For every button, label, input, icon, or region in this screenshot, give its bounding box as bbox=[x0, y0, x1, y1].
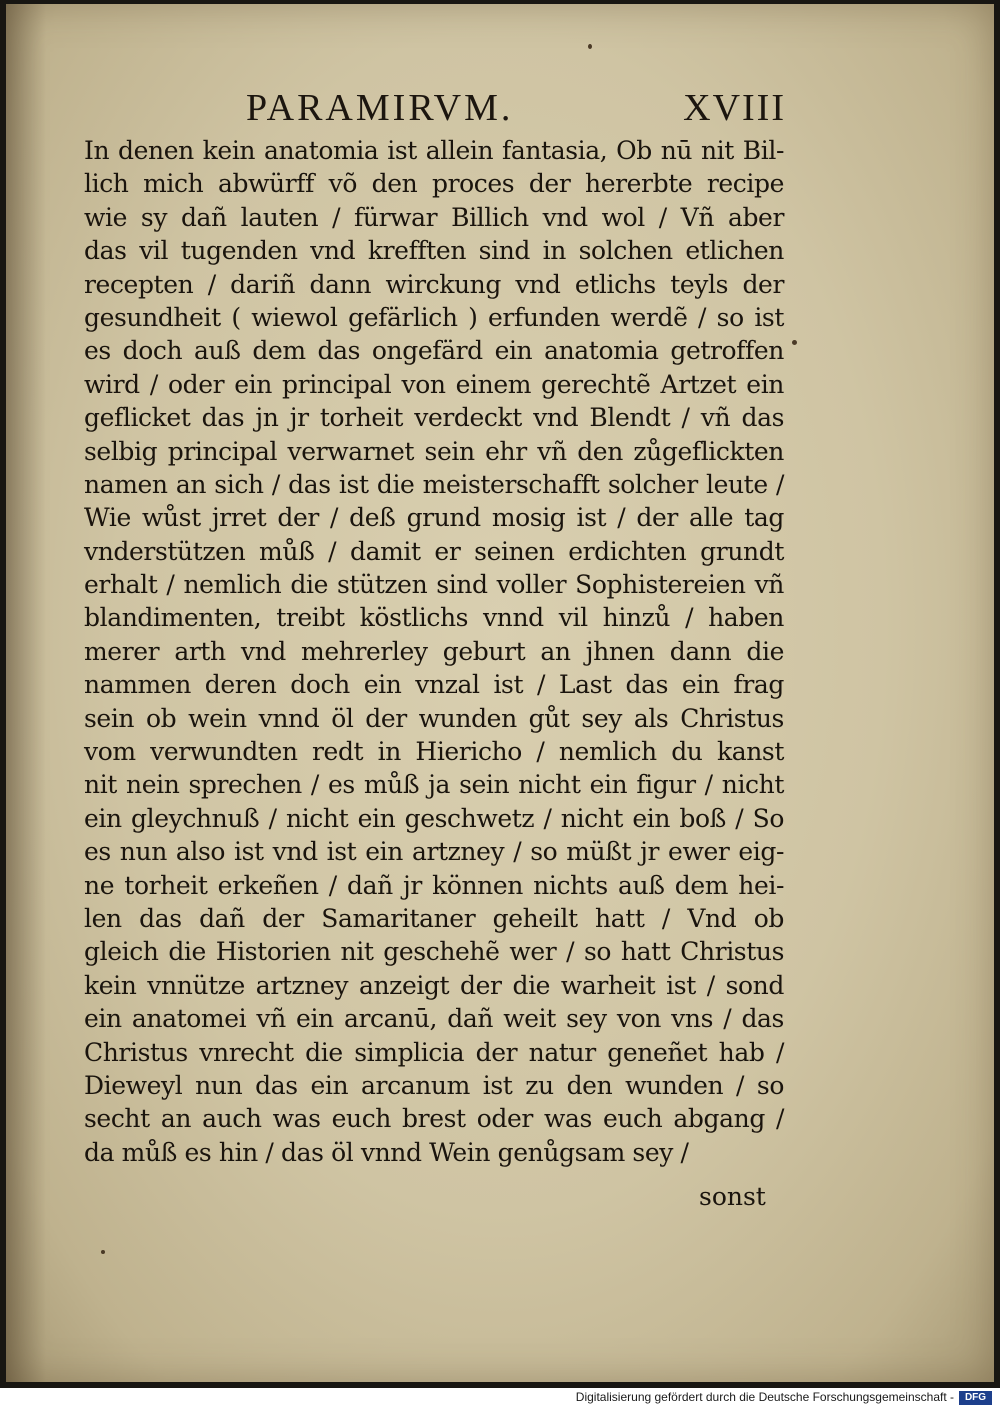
text-line: ne torheit erkeñen / dañ jr können nichts auß dem hei- bbox=[84, 870, 784, 900]
text-line: wie sy dañ lauten / fürwar Billich vnd wol / Vñ aber bbox=[84, 202, 784, 232]
folio-number: XVIII bbox=[683, 87, 786, 129]
text-line: namen an sich / das ist die meisterschafft solcher leute / bbox=[84, 469, 784, 499]
text-line: In denen kein anatomia ist allein fantasia, Ob nū nit Bil- bbox=[84, 136, 784, 165]
text-line: blandimenten, treibt köstlichs vnnd vil hinzů / haben bbox=[84, 603, 784, 633]
ink-speck bbox=[792, 340, 797, 345]
text-line: kein vnnütze artzney anzeigt der die warheit ist / sond bbox=[84, 970, 784, 1000]
catchword: sonst bbox=[699, 1182, 766, 1211]
text-line: vnderstützen můß / damit er seinen erdichten grundt bbox=[84, 536, 784, 566]
text-line: nammen deren doch ein vnzal ist / Last das ein frag bbox=[84, 670, 784, 700]
text-line: nit nein sprechen / es můß ja sein nicht ein figur / nicht bbox=[84, 770, 784, 800]
text-line: Christus vnrecht die simplicia der natur geneñet hab / bbox=[84, 1037, 784, 1067]
book-page bbox=[6, 4, 994, 1382]
text-line: merer arth vnd mehrerley geburt an jhnen dann die bbox=[84, 636, 784, 666]
page-header bbox=[246, 86, 786, 136]
text-line: recepten / dariñ dann wirckung vnd etlichs teyls der bbox=[84, 269, 784, 299]
running-title: PARAMIRVM. bbox=[246, 87, 514, 129]
text-line: lich mich abwürff võ den proces der hererbte recipe bbox=[84, 169, 784, 199]
text-line: es nun also ist vnd ist ein artzney / so müßt jr ewer eig- bbox=[84, 837, 784, 867]
body-text bbox=[84, 134, 784, 1169]
text-line: Wie wůst jrret der / deß grund mosig ist / der alle tag bbox=[84, 503, 784, 533]
text-line: wird / oder ein principal von einem gerechtẽ Artzet ein bbox=[84, 369, 784, 399]
text-line: da můß es hin / das öl vnnd Wein genůgsam sey / bbox=[84, 1137, 689, 1167]
text-line: ein gleychnuß / nicht ein geschwetz / nicht ein boß / So bbox=[84, 803, 784, 833]
text-line: gesundheit ( wiewol gefärlich ) erfunden werdẽ / so ist bbox=[84, 302, 784, 332]
text-line: geflicket das jn jr torheit verdeckt vnd Blendt / vñ das bbox=[84, 403, 784, 433]
text-line: ein anatomei vñ ein arcanū, dañ weit sey von vns / das bbox=[84, 1004, 784, 1034]
text-line: Dieweyl nun das ein arcanum ist zu den wunden / so bbox=[84, 1070, 784, 1100]
ink-speck bbox=[101, 1250, 105, 1254]
text-line: selbig principal verwarnet sein ehr vñ den zůgeflickten bbox=[84, 436, 784, 466]
text-line: erhalt / nemlich die stützen sind voller Sophistereien vñ bbox=[84, 570, 784, 600]
text-line: len das dañ der Samaritaner geheilt hatt / Vnd ob bbox=[84, 903, 784, 933]
text-line: das vil tugenden vnd krefften sind in solchen etlichen bbox=[84, 236, 784, 266]
funding-credit: Digitalisierung gefördert durch die Deutsche Forschungsgemeinschaft - bbox=[575, 1390, 954, 1404]
dfg-logo: DFG bbox=[959, 1391, 992, 1405]
text-line: es doch auß dem das ongefärd ein anatomia getroffen bbox=[84, 336, 784, 366]
ink-speck bbox=[588, 44, 592, 49]
text-line: sein ob wein vnnd öl der wunden gůt sey als Christus bbox=[84, 703, 784, 733]
page-spine-shadow bbox=[6, 4, 46, 1382]
digitization-footer bbox=[0, 1388, 1000, 1408]
text-line: vom verwundten redt in Hiericho / nemlich du kanst bbox=[84, 737, 784, 767]
text-line: secht an auch was euch brest oder was euch abgang / bbox=[84, 1104, 784, 1134]
text-line: gleich die Historien nit geschehẽ wer / so hatt Christus bbox=[84, 937, 784, 967]
